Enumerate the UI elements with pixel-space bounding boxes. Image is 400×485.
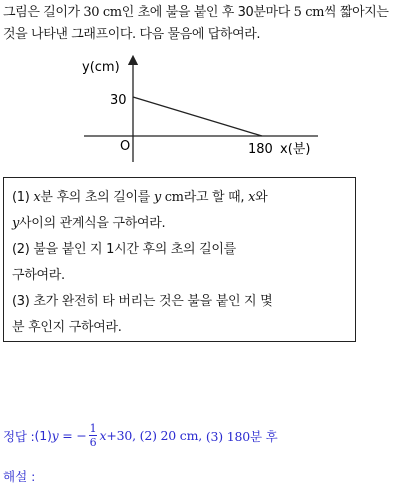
question-2-line-1: (2) 불을 붙인 지 1시간 후의 초의 길이를 [12,242,236,257]
answer-line [3,422,398,449]
intro-text-1: 그림은 길이가 [3,5,84,20]
question-2-line-2: 구하여라. [12,268,65,283]
answer-label: 정답 : [3,428,35,444]
y-axis-label: y(cm) [82,60,120,75]
origin-label: O [120,139,131,154]
intro-text-3: 씩 짧아지는 것을 나타낸 그래프이다. 다음 물음에 답하여라. [3,5,389,42]
answer-var-y: y [51,428,59,443]
x-axis-label: x(분) [280,142,311,157]
answer-3: (3) 180분 후 [205,428,278,444]
answer-var-x: x [99,428,107,443]
answer-2: (2) 20 cm, [139,428,206,443]
question-1-line-2: y사이의 관계식을 구하여라. [12,216,166,231]
answer-equals: = − [58,428,87,443]
candle-length-chart [0,0,400,175]
answer-fraction [89,422,98,449]
y-tick-label-30: 30 [110,93,127,108]
answer-1-prefix: (1) [34,428,52,443]
intro-text-2: 인 초에 불을 붙인 후 30분마다 [121,5,294,20]
x-tick-label-180: 180 [248,142,273,157]
question-3-line-2: 분 후인지 구하여라. [12,320,122,335]
intro-length: 30 cm [83,5,122,20]
question-box [3,177,356,342]
fraction-denominator: 6 [89,436,97,449]
explanation-label: 해설 : [3,469,36,484]
answer-1-suffix: +30, [106,428,140,443]
data-line-series [133,97,262,136]
question-3-line-1: (3) 초가 완전히 타 버리는 것은 불을 붙인 지 몇 [12,294,273,309]
intro-rate: 5 cm [293,5,325,20]
fraction-numerator: 1 [89,422,97,435]
question-1-line-1: (1) x분 후의 초의 길이를 y cm라고 할 때, x와 [12,190,268,205]
